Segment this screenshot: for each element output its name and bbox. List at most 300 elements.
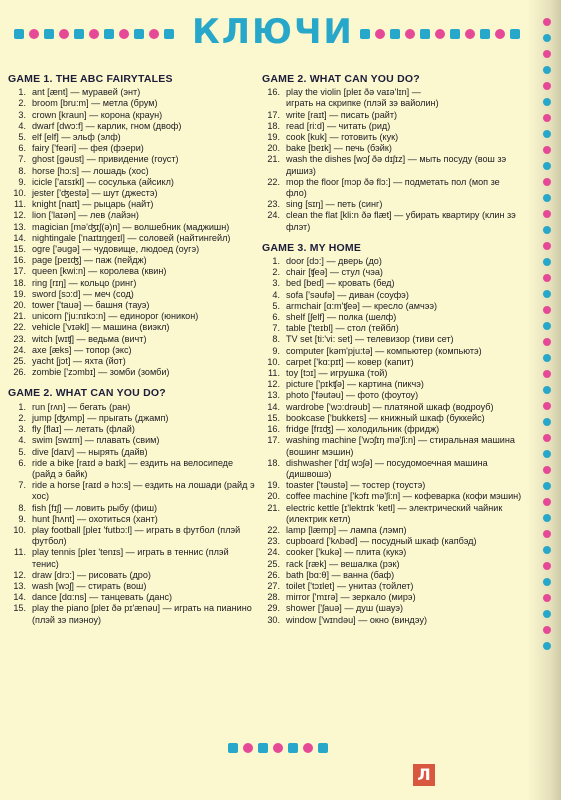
vocab-entry — [260, 592, 522, 603]
edge-dot-icon — [543, 290, 551, 298]
entry-text: sofa ['səufə] — диван (соуфэ) — [286, 289, 409, 300]
entry-text: toilet ['tɔɪlet] — унитаз (тойлет) — [286, 580, 414, 591]
entry-text: dive [daɪv] — нырять (дайв) — [32, 446, 148, 457]
edge-dot-icon — [543, 50, 551, 58]
edge-dot-icon — [543, 210, 551, 218]
entry-number: 11. — [14, 199, 26, 210]
decorative-dot-icon — [375, 29, 385, 39]
vocab-entry — [6, 233, 256, 244]
entry-number: 29. — [267, 603, 280, 614]
entry-text: tower ['tauə] — башня (тауэ) — [32, 300, 150, 311]
decorative-dot-icon — [243, 743, 253, 753]
entry-number: 2. — [18, 98, 26, 109]
entry-number: 16. — [267, 424, 280, 435]
entry-text: dishwasher ['dɪʃ wɔʃə] — посудомоечная машина (дишвошэ) — [286, 457, 491, 479]
edge-dot-strip — [543, 18, 553, 668]
entry-number: 18. — [267, 120, 280, 131]
entry-text: sing [sɪŋ] — петь (синг) — [286, 199, 383, 210]
edge-dot-icon — [543, 146, 551, 154]
entry-number: 26. — [267, 569, 280, 580]
entry-text: dwarf [dwɔ:f] — карлик, гном (двоф) — [32, 120, 182, 131]
entry-number: 13. — [267, 390, 280, 401]
entry-text: computer [kəm'pju:tə] — компьютер (компьютэ) — [286, 345, 482, 356]
edge-dot-icon — [543, 466, 551, 474]
entry-text: wardrobe ['wɔ:drəub] — платяной шкаф (водроуб) — [286, 401, 494, 412]
entry-text: broom [bru:m] — метла (брум) — [32, 98, 158, 109]
vocab-entry — [6, 402, 256, 413]
entry-text: horse [hɔ:s] — лошадь (хос) — [32, 165, 149, 176]
decorative-dot-icon — [149, 29, 159, 39]
vocab-entry — [260, 390, 522, 401]
edge-dot-icon — [543, 82, 551, 90]
edge-dot-icon — [543, 450, 551, 458]
section-title: GAME 1. THE ABC FAIRYTALES — [8, 73, 173, 85]
vocab-entry — [6, 87, 256, 98]
edge-dot-icon — [543, 66, 551, 74]
entry-number: 6. — [18, 457, 26, 468]
vocab-entry — [6, 154, 256, 165]
entry-text: page [peɪʤ] — паж (пейдж) — [32, 255, 147, 266]
vocab-entry — [260, 301, 522, 312]
decorative-dot-icon — [510, 29, 520, 39]
vocab-entry — [6, 322, 256, 333]
entry-number: 19. — [267, 480, 280, 491]
entry-text: shelf [ʃelf] — полка (шелф) — [286, 312, 397, 323]
edge-dot-icon — [543, 386, 551, 394]
entry-number: 21. — [13, 311, 26, 322]
entry-number: 15. — [13, 603, 26, 614]
entry-text: fish [fɪʃ] — ловить рыбу (фиш) — [32, 502, 158, 513]
vocab-entry — [6, 570, 256, 581]
vocab-entry — [260, 559, 522, 570]
vocab-entry — [6, 121, 256, 132]
decorative-dot-icon — [465, 29, 475, 39]
entry-text: mop the floor [mɔp ðə flɔ:] — подметать пол (моп зе фло) — [286, 176, 503, 199]
entry-text: bookcase ['bukkeɪs] — книжный шкаф (буккейс) — [286, 412, 485, 423]
decorative-dot-icon — [360, 29, 370, 39]
entry-number: 18. — [267, 457, 280, 468]
entry-number: 5. — [18, 132, 26, 143]
vocab-entry — [6, 367, 256, 378]
entry-number: 4. — [18, 120, 26, 131]
entry-number: 2. — [18, 412, 26, 423]
entry-text: elf [elf] — эльф (элф) — [32, 132, 121, 143]
vocab-entry — [260, 132, 522, 143]
vocab-entry — [6, 435, 256, 446]
vocab-entry — [6, 503, 256, 514]
entry-text: toy [tɔɪ] — игрушка (той) — [286, 368, 388, 379]
vocab-entry — [260, 570, 522, 581]
vocab-entry — [6, 547, 256, 569]
entry-number: 8. — [18, 165, 26, 176]
decorative-dot-icon — [258, 743, 268, 753]
decorative-dot-icon — [59, 29, 69, 39]
vocab-entry — [6, 603, 256, 625]
section-title: GAME 2. WHAT CAN YOU DO? — [262, 73, 420, 85]
vocab-entry — [6, 266, 256, 277]
entry-number: 4. — [18, 435, 26, 446]
entry-number: 14. — [13, 232, 26, 243]
edge-dot-icon — [543, 530, 551, 538]
vocab-entry — [6, 592, 256, 603]
entry-number: 22. — [13, 322, 26, 333]
edge-dot-icon — [543, 162, 551, 170]
entry-number: 20. — [267, 143, 280, 154]
entry-number: 30. — [267, 614, 280, 625]
entry-text: draw [drɔ:] — рисовать (дро) — [32, 569, 151, 580]
vocab-entry — [6, 132, 256, 143]
entry-text: washing machine ['wɔʃɪŋ mə'ʃi:n] — стиральная машина (вошинг мэшин) — [286, 435, 515, 457]
vocab-entry — [260, 256, 522, 267]
page-title: КЛЮЧИ — [192, 12, 354, 52]
entry-number: 20. — [267, 491, 280, 502]
decorative-dot-icon — [435, 29, 445, 39]
vocab-entry — [6, 166, 256, 177]
entry-text: TV set [ti:'vi: set] — телевизор (тиви сет) — [286, 334, 454, 345]
vocab-entry — [260, 491, 522, 502]
vocab-entry — [6, 143, 256, 154]
vocab-entry — [6, 255, 256, 266]
entry-number: 9. — [272, 345, 280, 356]
vocab-entry — [260, 357, 522, 368]
entry-text: axe [æks] — топор (экс) — [32, 344, 132, 355]
edge-dot-icon — [543, 578, 551, 586]
vocab-entry — [6, 514, 256, 525]
entry-number: 6. — [272, 312, 280, 323]
entry-text: rack [ræk] — вешалка (рэк) — [286, 558, 400, 569]
bottom-decorative-dots — [228, 743, 328, 753]
decorative-dot-icon — [164, 29, 174, 39]
entry-text: chair [ʧeə] — стул (чэа) — [286, 267, 383, 278]
entry-number: 3. — [18, 109, 26, 120]
entry-text: hunt [hʌnt] — охотиться (хант) — [32, 513, 158, 524]
entry-number: 5. — [272, 300, 280, 311]
entry-text: fly [flaɪ] — летать (флай) — [32, 424, 135, 435]
entry-number: 12. — [13, 569, 26, 580]
decorative-dot-icon — [104, 29, 114, 39]
entry-number: 20. — [13, 300, 26, 311]
entry-number: 1. — [272, 256, 280, 267]
decorative-dot-icon — [303, 743, 313, 753]
entry-number: 19. — [13, 288, 26, 299]
vocab-entry — [260, 143, 522, 154]
decorative-dot-icon — [318, 743, 328, 753]
entry-number: 17. — [267, 109, 280, 120]
entry-number: 13. — [13, 221, 26, 232]
entry-number: 5. — [18, 446, 26, 457]
entry-number: 4. — [272, 289, 280, 300]
entry-text: bed [bed] — кровать (бед) — [286, 278, 395, 289]
entry-text: wash [wɔʃ] — стирать (вош) — [32, 580, 147, 591]
edge-dot-icon — [543, 306, 551, 314]
entry-text: run [rʌn] — бегать (ран) — [32, 401, 131, 412]
entry-text: door [dɔ:] — дверь (до) — [286, 256, 382, 267]
vocab-entry — [6, 210, 256, 221]
entry-text: fridge [frɪʤ] — холодильник (фридж) — [286, 424, 440, 435]
entry-text: lamp [læmp] — лампа (лэмп) — [286, 524, 407, 535]
decorative-dot-icon — [89, 29, 99, 39]
entry-text: carpet ['kɑ:pɪt] — ковер (капит) — [286, 356, 414, 367]
entry-text: play football [pleɪ 'futbɔ:l] — играть в футбол (плэй футбол) — [32, 524, 243, 547]
vocab-entry — [260, 121, 522, 132]
entry-text: sword [sɔ:d] — меч (сод) — [32, 288, 134, 299]
decorative-dot-icon — [119, 29, 129, 39]
entry-text: vehicle ['vɪəkl] — машина (виэкл) — [32, 322, 170, 333]
edge-dot-icon — [543, 338, 551, 346]
edge-dot-icon — [543, 178, 551, 186]
entry-number: 24. — [13, 344, 26, 355]
entry-text: magician [mə'ʤɪʃ(ə)n] — волшебник (маджишн) — [32, 221, 230, 232]
vocab-entry — [6, 334, 256, 345]
entry-text: nightingale ['naɪtɪŋgeɪl] — соловей (найтингейл) — [32, 232, 231, 243]
right-column — [260, 74, 522, 626]
vocab-entry — [6, 289, 256, 300]
edge-dot-icon — [543, 370, 551, 378]
vocab-entry — [260, 435, 522, 457]
vocab-entry — [6, 300, 256, 311]
edge-dot-icon — [543, 402, 551, 410]
vocab-entry — [6, 177, 256, 188]
decorative-dot-icon — [405, 29, 415, 39]
entry-text: cook [kuk] — готовить (кук) — [286, 132, 399, 143]
vocab-entry — [6, 447, 256, 458]
decorative-dot-icon — [29, 29, 39, 39]
vocab-entry — [6, 480, 256, 502]
entry-text: cooker ['kukə] — плита (кукэ) — [286, 547, 407, 558]
entry-text: play tennis [pleɪ 'tenɪs] — играть в теннис (плэй тенис) — [32, 547, 232, 569]
vocab-entry — [6, 424, 256, 435]
vocab-entry — [6, 188, 256, 199]
edge-dot-icon — [543, 242, 551, 250]
entry-number: 22. — [267, 524, 280, 535]
entry-number: 23. — [267, 199, 280, 210]
entry-number: 9. — [18, 513, 26, 524]
publisher-logo-icon: Л — [413, 764, 435, 786]
entry-number: 14. — [13, 592, 26, 603]
entry-text: armchair [ɑ:m'ʧeə] — кресло (амчээ) — [286, 300, 438, 311]
entry-text: knight [naɪt] — рыцарь (найт) — [32, 199, 154, 210]
entry-text: mirror ['mɪrə] — зеркало (мирэ) — [286, 592, 416, 603]
entry-number: 8. — [18, 502, 26, 513]
edge-dot-icon — [543, 274, 551, 282]
entry-text: clean the flat [kli:n ðə flæt] — убирать квартиру (клин зэ флэт) — [286, 210, 519, 232]
entry-text: icicle ['aɪsɪkl] — сосулька (айсикл) — [32, 176, 174, 187]
entry-number: 16. — [13, 255, 26, 266]
vocab-entry — [6, 581, 256, 592]
entry-number: 16. — [267, 87, 280, 98]
entry-text: picture ['pɪkʧə] — картина (пикчэ) — [286, 379, 424, 390]
entry-text: yacht [jɔt] — яхта (йот) — [32, 356, 126, 367]
vocab-entry — [260, 110, 522, 121]
left-decorative-dots — [14, 28, 174, 40]
vocab-entry — [6, 345, 256, 356]
vocab-entry — [260, 424, 522, 435]
entry-number: 23. — [267, 536, 280, 547]
decorative-dot-icon — [495, 29, 505, 39]
decorative-dot-icon — [420, 29, 430, 39]
entry-number: 8. — [272, 334, 280, 345]
entry-number: 15. — [267, 412, 280, 423]
entry-number: 24. — [267, 210, 280, 221]
entry-number: 13. — [13, 580, 26, 591]
entry-number: 26. — [13, 367, 26, 378]
entry-text: bath [bɑ:θ] — ванна (баф) — [286, 569, 395, 580]
vocab-entry — [6, 278, 256, 289]
entry-number: 18. — [13, 277, 26, 288]
vocab-entry — [260, 334, 522, 345]
decorative-dot-icon — [480, 29, 490, 39]
vocab-entry — [260, 603, 522, 614]
entry-number: 1. — [18, 401, 26, 412]
edge-dot-icon — [543, 194, 551, 202]
vocab-entry — [6, 525, 256, 547]
entry-text: zombie ['zɔmbɪ] — зомби (зомби) — [32, 367, 170, 378]
entry-text: ring [rɪŋ] — кольцо (ринг) — [32, 277, 137, 288]
entry-text: wash the dishes [wɔʃ ðə dɪʃɪz] — мыть посуду (вош зэ дишиз) — [286, 154, 509, 176]
vocab-entry — [6, 199, 256, 210]
decorative-dot-icon — [228, 743, 238, 753]
vocab-entry — [6, 98, 256, 109]
edge-dot-icon — [543, 546, 551, 554]
vocab-entry — [260, 413, 522, 424]
entry-text: photo ['fəutəu] — фото (фоутоу) — [286, 390, 419, 401]
entry-text: witch [wɪʧ] — ведьма (вичт) — [32, 333, 147, 344]
entry-number: 23. — [13, 333, 26, 344]
entry-text: ghost [gəust] — привидение (гоуст) — [32, 154, 179, 165]
right-decorative-dots — [360, 28, 520, 40]
decorative-dot-icon — [134, 29, 144, 39]
entry-number: 10. — [267, 356, 280, 367]
entry-number: 28. — [267, 592, 280, 603]
vocab-entry — [260, 525, 522, 536]
entry-number: 9. — [18, 176, 26, 187]
edge-dot-icon — [543, 610, 551, 618]
vocab-entry — [6, 110, 256, 121]
edge-dot-icon — [543, 114, 551, 122]
entry-text: fairy ['feəri] — фея (фэери) — [32, 143, 144, 154]
entry-number: 17. — [13, 266, 26, 277]
entry-number: 25. — [13, 356, 26, 367]
edge-dot-icon — [543, 594, 551, 602]
entry-text: crown [kraun] — корона (краун) — [32, 109, 163, 120]
vocab-entry — [260, 368, 522, 379]
vocab-entry — [260, 402, 522, 413]
entry-text: write [raɪt] — писать (райт) — [286, 109, 398, 120]
entry-number: 3. — [272, 278, 280, 289]
decorative-dot-icon — [288, 743, 298, 753]
entry-text: ride a horse [raɪd ə hɔ:s] — ездить на лошади (райд э хос) — [32, 480, 258, 502]
entry-text: dance [dɑ:ns] — танцевать (данс) — [32, 592, 173, 603]
entry-number: 15. — [13, 244, 26, 255]
edge-dot-icon — [543, 562, 551, 570]
edge-dot-icon — [543, 226, 551, 234]
entry-text: ant [ænt] — муравей (энт) — [32, 87, 141, 98]
edge-dot-icon — [543, 642, 551, 650]
entry-number: 2. — [272, 267, 280, 278]
vocab-entry — [6, 413, 256, 424]
entry-number: 24. — [267, 547, 280, 558]
entry-number: 11. — [268, 368, 280, 379]
vocab-entry — [6, 356, 256, 367]
entry-text: shower ['ʃauə] — душ (шауэ) — [286, 603, 404, 614]
edge-dot-icon — [543, 626, 551, 634]
vocab-entry — [260, 210, 522, 232]
vocab-entry — [260, 290, 522, 301]
edge-dot-icon — [543, 418, 551, 426]
vocab-entry — [260, 615, 522, 626]
entry-text: electric kettle [ɪ'lektrɪk 'ketl] — электрический чайник (илектрик кетл) — [286, 502, 503, 524]
vocab-entry — [260, 199, 522, 210]
edge-dot-icon — [543, 130, 551, 138]
vocab-entry — [6, 222, 256, 233]
page-header — [14, 14, 534, 54]
edge-dot-icon — [543, 514, 551, 522]
entry-text: coffee machine ['kɔfɪ mə'ʃi:n] — кофеварка (кофи мэшин) — [286, 491, 522, 502]
decorative-dot-icon — [450, 29, 460, 39]
vocab-entry — [260, 312, 522, 323]
entry-number: 21. — [267, 154, 280, 165]
vocab-entry — [260, 379, 522, 390]
vocab-entry — [260, 458, 522, 480]
entry-number: 21. — [267, 502, 280, 513]
decorative-dot-icon — [390, 29, 400, 39]
vocab-entry — [260, 278, 522, 289]
vocab-entry — [260, 346, 522, 357]
vocab-entry — [260, 323, 522, 334]
entry-number: 12. — [13, 210, 26, 221]
vocab-entry — [260, 267, 522, 278]
vocab-entry — [6, 244, 256, 255]
entry-number: 19. — [267, 132, 280, 143]
section-title: GAME 3. MY HOME — [262, 241, 362, 254]
vocab-entry — [260, 581, 522, 592]
vocab-entry — [260, 87, 522, 109]
entry-text: bake [beɪk] — печь (бэйк) — [286, 143, 392, 154]
edge-dot-icon — [543, 34, 551, 42]
vocab-entry — [260, 177, 522, 199]
vocab-entry — [260, 154, 522, 176]
decorative-dot-icon — [273, 743, 283, 753]
entry-number: 22. — [267, 176, 280, 187]
entry-text: unicorn ['ju:nɪkɔ:n] — единорог (юникон) — [32, 311, 199, 322]
edge-dot-icon — [543, 258, 551, 266]
entry-number: 7. — [18, 480, 26, 491]
entry-text: play the violin [pleɪ ðə vaɪə'lɪn] — играть на скрипке (плэй зэ вайолин) — [286, 87, 439, 109]
entry-number: 7. — [272, 323, 280, 334]
vocab-entry — [260, 503, 522, 525]
left-column — [6, 74, 256, 626]
edge-dot-icon — [543, 18, 551, 26]
decorative-dot-icon — [74, 29, 84, 39]
edge-dot-icon — [543, 322, 551, 330]
edge-dot-icon — [543, 498, 551, 506]
entry-number: 3. — [18, 424, 26, 435]
entry-number: 27. — [267, 580, 280, 591]
entry-text: ogre ['əugə] — чудовище, людоед (оугэ) — [32, 244, 200, 255]
entry-number: 25. — [267, 558, 280, 569]
decorative-dot-icon — [14, 29, 24, 39]
edge-dot-icon — [543, 98, 551, 106]
entry-number: 6. — [18, 143, 26, 154]
entry-text: jester ['ʤestə] — шут (джестэ) — [32, 188, 158, 199]
entry-number: 12. — [267, 379, 280, 390]
entry-text: ride a bike [raɪd ə baɪk] — ездить на велосипеде (райд э байк) — [32, 457, 234, 479]
vocab-entry — [6, 458, 256, 480]
entry-number: 14. — [267, 401, 280, 412]
vocab-entry — [260, 547, 522, 558]
edge-dot-icon — [543, 354, 551, 362]
entry-text: read [ri:d] — читать (рид) — [286, 120, 391, 131]
